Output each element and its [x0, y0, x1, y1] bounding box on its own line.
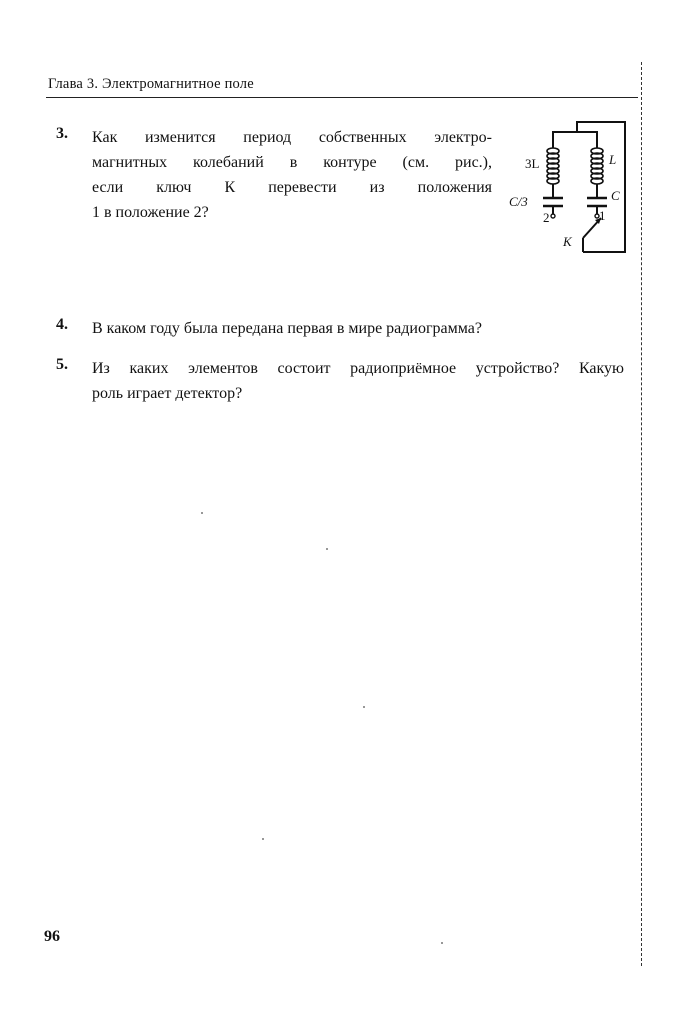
- label-C: C: [611, 188, 620, 203]
- page-number: 96: [44, 928, 60, 945]
- scan-speck: [201, 512, 203, 514]
- scan-speck: [441, 942, 443, 944]
- question-3-text: [92, 125, 492, 225]
- question-3-line-3: если ключ К перевести из положения: [92, 179, 492, 196]
- circuit-diagram: [505, 118, 635, 258]
- question-5-text: [92, 356, 624, 406]
- lc-circuit-figure: [505, 118, 635, 258]
- question-3-line-4: 1 в положение 2?: [92, 204, 209, 221]
- question-5-number: 5.: [56, 356, 68, 373]
- question-3-number: 3.: [56, 125, 68, 142]
- label-position-1: 1: [599, 208, 606, 223]
- label-3L: 3L: [525, 156, 540, 171]
- margin-cut-line: [641, 62, 642, 966]
- question-5-line-2: роль играет детектор?: [92, 385, 243, 402]
- label-position-2: 2: [543, 210, 550, 225]
- scan-speck: [363, 706, 365, 708]
- label-L: L: [609, 152, 617, 167]
- question-4-text: В каком году была передана первая в мире радиограмма?: [92, 320, 482, 337]
- label-key: K: [563, 234, 572, 249]
- chapter-header: Глава 3. Электромагнитное поле: [48, 76, 254, 92]
- scan-speck: [326, 548, 328, 550]
- question-3-line-1: Как изменится период собственных электро-: [92, 129, 492, 146]
- scan-speck: [262, 838, 264, 840]
- question-3-line-2: магнитных колебаний в контуре (см. рис.),: [92, 154, 492, 171]
- right-inductor: [591, 148, 603, 184]
- question-4-number: 4.: [56, 316, 68, 333]
- contact-2: [551, 214, 555, 218]
- right-capacitor: [587, 198, 607, 206]
- question-5-line-1: Из каких элементов состоит радиоприёмное устройство? Какую: [92, 360, 624, 377]
- header-rule: [46, 97, 638, 98]
- left-capacitor: [543, 198, 563, 206]
- label-C-third: C/3: [509, 194, 528, 209]
- left-inductor: [547, 148, 559, 184]
